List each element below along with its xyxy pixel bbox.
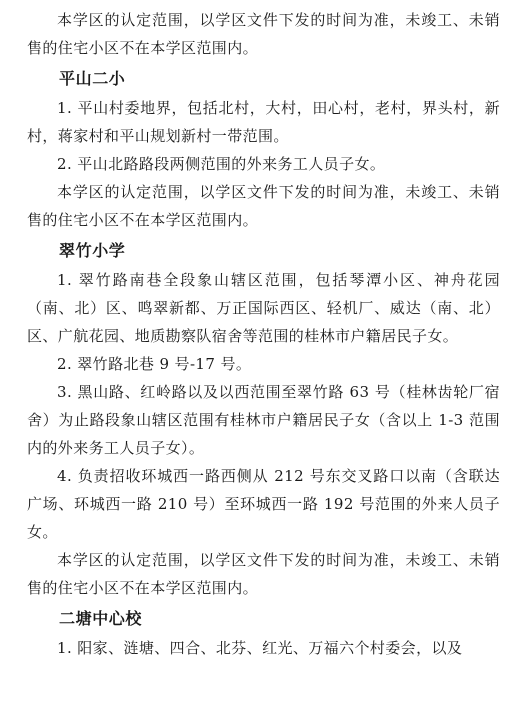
paragraph: 1. 阳家、涟塘、四合、北芬、红光、万福六个村委会，以及: [57, 639, 463, 657]
paragraph: 本学区的认定范围，以学区文件下发的时间为准，未竣工、未销售的住宅小区不在本学区范围内。: [27, 551, 500, 597]
paragraph: 4. 负责招收环城西一路西侧从 212 号东交叉路口以南（含联达广场、环城西一路 210 号）至环城西一路 192 号范围的外来人员子女。: [27, 467, 500, 541]
paragraph: 本学区的认定范围，以学区文件下发的时间为准，未竣工、未销售的住宅小区不在本学区范围内。: [27, 183, 500, 229]
paragraph: 1. 翠竹路南巷全段象山辖区范围，包括琴潭小区、神舟花园（南、北）区、鸣翠新都、万正国际西区、轻机厂、威达（南、北）区、广航花园、地质勘察队宿舍等范围的桂林市户籍居民子女。: [27, 271, 500, 345]
paragraph: 3. 黑山路、红岭路以及以西范围至翠竹路 63 号（桂林齿轮厂宿舍）为止路段象山辖区范围有桂林市户籍居民子女（含以上 1-3 范围内的外来务工人员子女）。: [27, 383, 500, 457]
paragraph: 2. 平山北路路段两侧范围的外来务工人员子女。: [57, 155, 386, 173]
section-heading: 平山二小: [59, 69, 126, 88]
paragraph: 本学区的认定范围，以学区文件下发的时间为准，未竣工、未销售的住宅小区不在本学区范围内。: [27, 11, 500, 57]
paragraph: 2. 翠竹路北巷 9 号-17 号。: [57, 355, 252, 373]
section-heading: 二塘中心校: [59, 609, 143, 628]
paragraph: 1. 平山村委地界，包括北村，大村，田心村，老村，界头村，新村，蒋家村和平山规划新村一带范围。: [27, 99, 500, 145]
section-heading: 翠竹小学: [59, 241, 126, 260]
